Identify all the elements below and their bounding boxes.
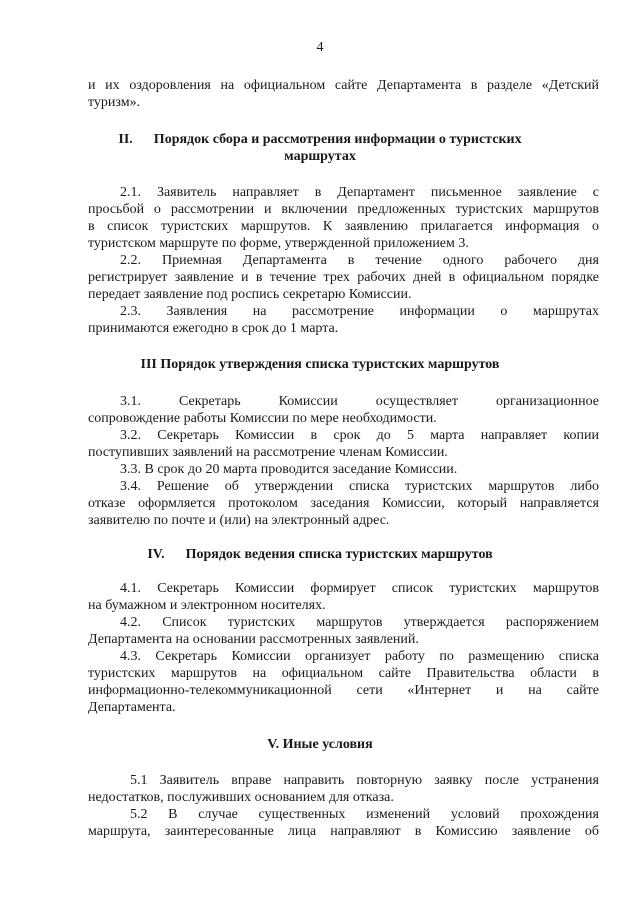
text-line: передает заявление под роспись секретарю Комиссии. [88,287,412,302]
text-line: на бумажном и электронном носителях. [88,598,326,613]
text-line: Департамента. [88,700,176,715]
text-line: 3.1. Секретарь Комиссии осуществляет организационное [120,394,599,409]
section-heading: II. Порядок сбора и рассмотрения информации о туристских [118,132,522,147]
text-line: 2.2. Приемная Департамента в течение одного рабочего дня [120,253,599,268]
text-line: заявителю по почте и (или) на электронный адрес. [88,513,390,528]
section-heading: III Порядок утверждения списка туристских маршрутов [140,357,500,372]
text-line: принимаются ежегодно в срок до 1 марта. [88,321,339,336]
text-line: 3.2. Секретарь Комиссии в срок до 5 марта направляет копии [120,428,599,443]
text-line: регистрирует заявление и в течение трех рабочих дней в официальном порядке [88,270,599,285]
text-line: просьбой о рассмотрении и включении предложенных туристских маршрутов [88,202,599,217]
text-line: 4.1. Секретарь Комиссии формирует список туристских маршрутов [120,581,599,596]
text-line: Департамента на основании рассмотренных заявлений. [88,632,419,647]
text-line: 3.4. Решение об утверждении списка туристских маршрутов либо [120,479,599,494]
text-line: в список туристских маршрутов. К заявлению прилагается информация о [88,219,599,234]
text-line: 4.2. Список туристских маршрутов утверждается распоряжением [120,615,599,630]
section-heading: маршрутах [284,149,356,164]
text-line: отказе оформляется протоколом заседания Комиссии, который направляется [88,496,599,511]
text-line: маршрута, заинтересованные лица направляют в Комиссию заявление об [88,824,599,839]
section-heading: V. Иные условия [267,737,373,752]
section-heading: IV. Порядок ведения списка туристских маршрутов [147,547,493,562]
text-line: сопровождение работы Комиссии по мере необходимости. [88,411,437,426]
text-line: 2.3. Заявления на рассмотрение информации о маршрутах [120,304,599,319]
text-line: туристском маршруте по форме, утвержденной приложением 3. [88,236,469,251]
text-line: туризм». [88,95,141,110]
text-line: поступивших заявлений на рассмотрение членам Комиссии. [88,445,448,460]
page-number: 4 [316,40,324,55]
text-line: туристских маршрутов на официальном сайте Правительства области в [88,666,599,681]
text-line: 5.2 В случае существенных изменений условий прохождения [130,807,599,822]
text-line: 3.3. В срок до 20 марта проводится заседание Комиссии. [120,462,458,477]
text-line: 2.1. Заявитель направляет в Департамент письменное заявление с [120,185,599,200]
text-line: информационно-телекоммуникационной сети «Интернет и на сайте [88,683,599,698]
text-line: 4.3. Секретарь Комиссии организует работу по размещению списка [120,649,599,664]
text-line: 5.1 Заявитель вправе направить повторную заявку после устранения [130,773,599,788]
text-line: недостатков, послуживших основанием для отказа. [88,790,394,805]
text-line: и их оздоровления на официальном сайте Департамента в разделе «Детский [88,78,599,93]
